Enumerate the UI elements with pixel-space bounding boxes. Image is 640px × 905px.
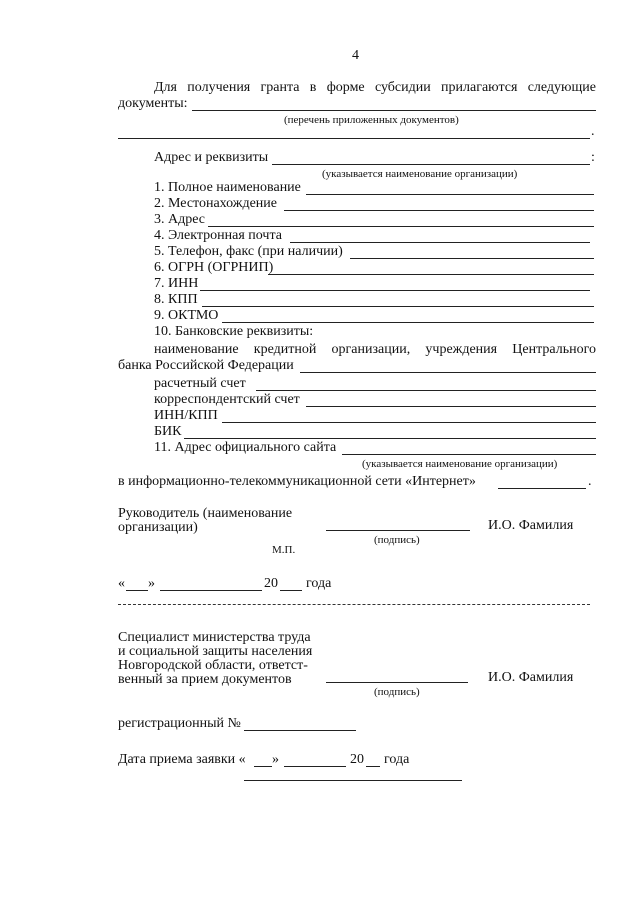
website-label: 11. Адрес официального сайта (154, 440, 337, 455)
website-network-label: в информационно-телекоммуникационной сети «Интернет» (118, 474, 476, 489)
field-kpp-line[interactable] (202, 306, 594, 307)
acceptance-year-line[interactable] (366, 766, 380, 767)
website-network-line[interactable] (498, 488, 586, 489)
organization-name-hint: (указывается наименование организации) (322, 168, 518, 180)
registration-label: регистрационный № (118, 716, 241, 731)
specialist-signature-line[interactable] (326, 682, 468, 683)
specialist-line-1: Специалист министерства труда (118, 630, 311, 645)
website-line[interactable] (342, 454, 596, 455)
head-title-line-1: Руководитель (наименование (118, 506, 293, 521)
acceptance-signature-line[interactable] (244, 780, 462, 781)
organization-name-line[interactable] (272, 164, 590, 165)
inn-kpp-line[interactable] (222, 422, 596, 423)
acceptance-label: Дата приема заявки « (118, 752, 246, 767)
field-email-label: 4. Электронная почта (154, 228, 282, 243)
bank-name-line-2: банка Российской Федерации (118, 358, 294, 373)
bank-name-line[interactable] (300, 372, 596, 373)
specialist-line-4: венный за прием документов (118, 672, 292, 687)
date-month-line[interactable] (160, 590, 262, 591)
field-phone-label: 5. Телефон, факс (при наличии) (154, 244, 343, 259)
corr-account-label: корреспондентский счет (154, 392, 300, 407)
head-signature-line[interactable] (326, 530, 470, 531)
field-bank-details-label: 10. Банковские реквизиты: (154, 324, 314, 339)
date-year-line[interactable] (280, 590, 302, 591)
head-name: И.О. Фамилия (488, 518, 574, 533)
stamp-label: М.П. (272, 544, 296, 556)
inn-kpp-label: ИНН/КПП (154, 408, 218, 423)
address-label: Адрес и реквизиты (154, 150, 269, 165)
website-end-dot: . (588, 474, 592, 489)
bik-label: БИК (154, 424, 182, 439)
field-oktmo-label: 9. ОКТМО (154, 308, 219, 323)
address-colon: : (591, 150, 595, 165)
documents-line[interactable] (192, 110, 596, 111)
field-oktmo-line[interactable] (222, 322, 594, 323)
field-address-line[interactable] (208, 226, 594, 227)
field-address-label: 3. Адрес (154, 212, 206, 227)
head-title-line-2: организации) (118, 520, 198, 535)
specialist-line-2: и социальной защиты населения (118, 644, 313, 659)
field-phone-line[interactable] (350, 258, 594, 259)
specialist-line-3: Новгородской области, ответст- (118, 658, 308, 673)
corr-account-line[interactable] (306, 406, 596, 407)
field-location-line[interactable] (284, 210, 594, 211)
field-location-label: 2. Местонахождение (154, 196, 278, 211)
documents-line-2[interactable] (118, 138, 590, 139)
intro-line-2: документы: (118, 96, 188, 111)
date-open-quote: « (118, 576, 125, 591)
bik-line[interactable] (184, 438, 596, 439)
intro-line-1: Для получения гранта в форме субсидии прилагаются следующие (154, 80, 596, 95)
documents-end-dot: . (591, 124, 595, 139)
date-day-line[interactable] (126, 590, 148, 591)
field-email-line[interactable] (290, 242, 590, 243)
acceptance-close-quote: » (272, 752, 279, 767)
acceptance-month-line[interactable] (284, 766, 346, 767)
acceptance-day-line[interactable] (254, 766, 272, 767)
acceptance-year-prefix: 20 (350, 752, 364, 767)
head-signature-hint: (подпись) (374, 534, 420, 546)
specialist-signature-hint: (подпись) (374, 686, 420, 698)
field-full-name-line[interactable] (306, 194, 594, 195)
cut-line (118, 604, 590, 605)
field-ogrn-line[interactable] (268, 274, 594, 275)
bank-name-line-1: наименование кредитной организации, учреждения Центрального (154, 342, 596, 357)
field-inn-label: 7. ИНН (154, 276, 199, 291)
account-line[interactable] (256, 390, 596, 391)
field-inn-line[interactable] (200, 290, 590, 291)
account-label: расчетный счет (154, 376, 246, 391)
specialist-name: И.О. Фамилия (488, 670, 574, 685)
date-year-suffix: года (306, 576, 332, 591)
date-year-prefix: 20 (264, 576, 278, 591)
field-kpp-label: 8. КПП (154, 292, 198, 307)
field-ogrn-label: 6. ОГРН (ОГРНИП) (154, 260, 274, 275)
date-close-quote: » (148, 576, 155, 591)
page-number: 4 (352, 48, 359, 63)
acceptance-year-suffix: года (384, 752, 410, 767)
field-full-name-label: 1. Полное наименование (154, 180, 301, 195)
website-hint: (указывается наименование организации) (362, 458, 558, 470)
documents-hint: (перечень приложенных документов) (284, 114, 459, 126)
registration-number-line[interactable] (244, 730, 356, 731)
